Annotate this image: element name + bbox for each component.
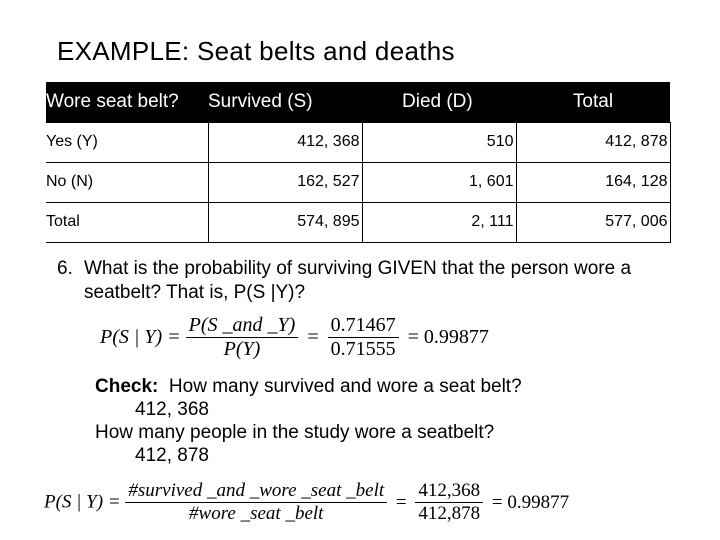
table-row-total: [46, 202, 670, 242]
formula-counts: [44, 480, 573, 525]
formula-numerator: P(S _and _Y): [186, 314, 299, 338]
formula-equals: =: [395, 491, 407, 513]
cell-survived: 574, 895: [208, 202, 362, 242]
cell-total: 164, 128: [516, 162, 670, 202]
formula-result: = 0.99877: [491, 491, 570, 513]
check-answer-1: 412, 368: [135, 399, 209, 420]
cell-total: 577, 006: [516, 202, 670, 242]
formula-numerator: #survived _and _wore _seat _belt: [125, 480, 387, 503]
formula-numerator-value: 0.71467: [328, 314, 399, 338]
row-label: No (N): [46, 162, 208, 202]
cell-died: 1, 601: [362, 162, 516, 202]
table-row-yes: [46, 122, 670, 162]
formula-equals: =: [307, 326, 319, 348]
table-row-no: [46, 162, 670, 202]
check-question-1: [95, 375, 522, 398]
check-label: Check:: [95, 376, 159, 397]
cell-survived: 162, 527: [208, 162, 362, 202]
header-wore-seat-belt: Wore seat belt?: [46, 90, 179, 112]
header-died: Died (D): [402, 90, 473, 112]
formula-value-fraction: [415, 480, 483, 525]
cell-died: 2, 111: [362, 202, 516, 242]
formula-probability: [100, 314, 493, 361]
cell-survived: 412, 368: [208, 122, 362, 162]
cell-total: 412, 878: [516, 122, 670, 162]
row-label: Yes (Y): [46, 122, 208, 162]
formula-denominator-value: 0.71555: [330, 338, 396, 360]
question-number: 6.: [57, 258, 73, 279]
seatbelt-table: [46, 82, 671, 243]
table-header-row: [46, 82, 670, 122]
formula-numerator-value: 412,368: [415, 480, 483, 503]
check-section: [95, 375, 522, 467]
question-text: What is the probability of surviving GIVEN that the person wore a seatbelt? That is, P(S |Y)?: [84, 258, 632, 303]
row-label: Total: [46, 202, 208, 242]
formula-fraction: [186, 314, 299, 361]
check-question-2: How many people in the study wore a seatbelt?: [95, 422, 495, 443]
formula-fraction: [125, 480, 387, 525]
slide-title: EXAMPLE: Seat belts and deaths: [57, 36, 455, 66]
formula-value-fraction: [328, 314, 399, 361]
formula-result: = 0.99877: [407, 326, 489, 348]
cell-died: 510: [362, 122, 516, 162]
check-answer-2: 412, 878: [135, 445, 209, 466]
check-q1-text: How many survived and wore a seat belt?: [168, 376, 522, 397]
formula-denominator: #wore _seat _belt: [189, 503, 324, 524]
formula-lhs: P(S | Y) =: [100, 326, 181, 348]
formula-lhs: P(S | Y) =: [44, 491, 121, 513]
question-6: [57, 257, 667, 305]
header-survived: Survived (S): [208, 90, 313, 112]
header-total: Total: [572, 90, 614, 112]
formula-denominator: P(Y): [223, 338, 261, 360]
formula-denominator-value: 412,878: [418, 503, 481, 524]
